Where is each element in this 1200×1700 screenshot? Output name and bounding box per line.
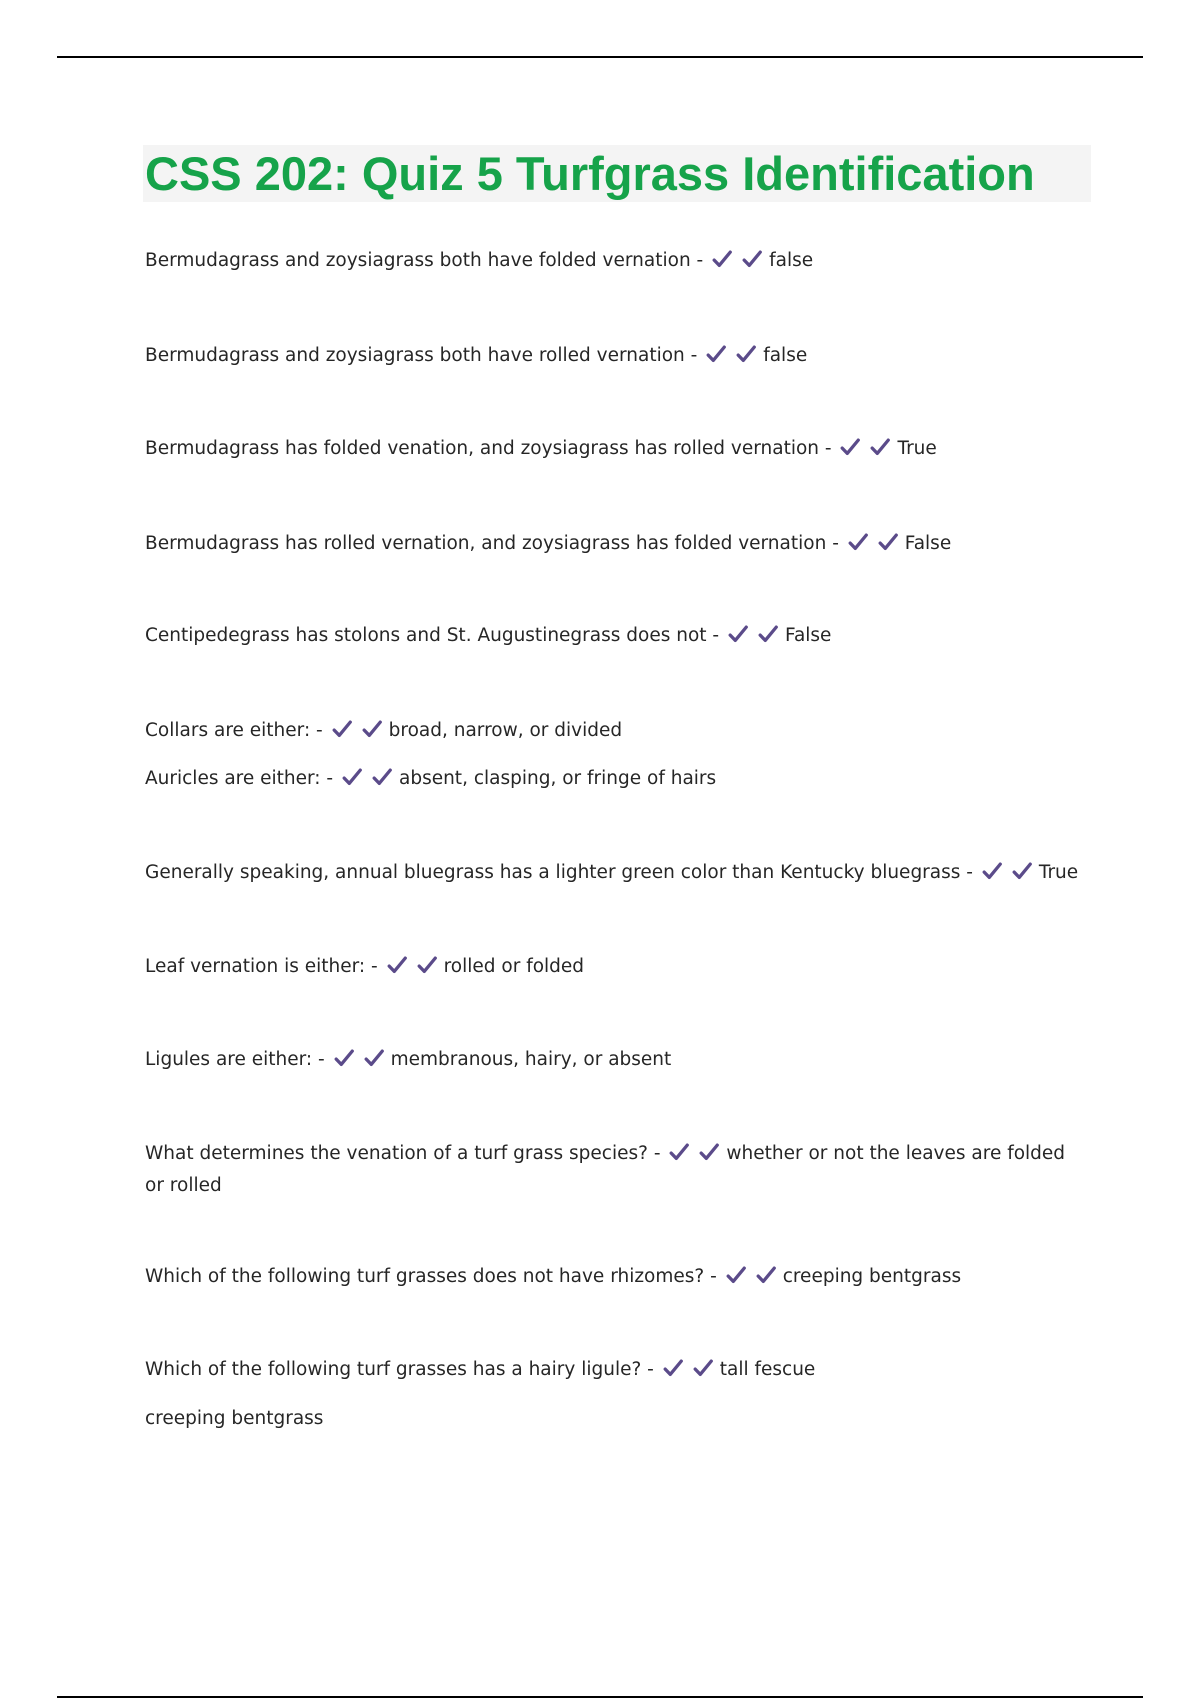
check-icon (757, 623, 779, 645)
page-title: CSS 202: Quiz 5 Turfgrass Identification (145, 147, 1035, 200)
check-icon (981, 860, 1003, 882)
check-marks (333, 1047, 389, 1078)
answer-text: creeping bentgrass (782, 1266, 962, 1287)
check-marks (705, 343, 761, 374)
check-icon (333, 1047, 355, 1069)
qa-item (145, 622, 831, 654)
trailing-text: creeping bentgrass (145, 1408, 324, 1429)
qa-item (145, 1263, 961, 1295)
check-icon (839, 436, 861, 458)
qa-item (145, 342, 807, 374)
qa-item (145, 1356, 815, 1388)
check-marks (727, 623, 783, 654)
check-marks (331, 718, 387, 749)
check-icon (847, 531, 869, 553)
question-text: Generally speaking, annual bluegrass has a lighter green color than Kentucky bluegrass - (145, 862, 973, 883)
check-icon (869, 436, 891, 458)
answer-text: tall fescue (719, 1359, 816, 1380)
check-marks (668, 1141, 724, 1172)
answer-text: absent, clasping, or fringe of hairs (398, 768, 717, 789)
qa-item (145, 435, 937, 467)
check-icon (711, 248, 733, 270)
qa-item (145, 765, 716, 797)
bottom-rule (57, 1696, 1143, 1698)
check-icon (361, 718, 383, 740)
qa-item (145, 1046, 671, 1078)
check-marks (725, 1264, 781, 1295)
check-icon (725, 1264, 747, 1286)
check-icon (662, 1357, 684, 1379)
top-rule (57, 56, 1143, 58)
check-icon (741, 248, 763, 270)
answer-text: false (769, 250, 814, 271)
check-icon (386, 954, 408, 976)
qa-item (145, 717, 622, 749)
check-marks (341, 766, 397, 797)
answer-text: whether or not the leaves are folded or rolled (145, 1143, 1066, 1196)
check-icon (735, 343, 757, 365)
check-marks (981, 860, 1037, 891)
question-text: Ligules are either: - (145, 1049, 325, 1070)
qa-item (145, 530, 951, 562)
check-icon (692, 1357, 714, 1379)
question-text: Centipedegrass has stolons and St. Augustinegrass does not - (145, 625, 720, 646)
answer-text: false (763, 345, 808, 366)
check-marks (386, 954, 442, 985)
check-icon (877, 531, 899, 553)
check-marks (711, 248, 767, 279)
question-text: What determines the venation of a turf grass species? - (145, 1143, 661, 1164)
qa-item (145, 247, 813, 279)
answer-text: False (904, 533, 952, 554)
check-marks (839, 436, 895, 467)
check-icon (698, 1141, 720, 1163)
question-text: Bermudagrass has rolled vernation, and zoysiagrass has folded vernation - (145, 533, 839, 554)
question-text: Bermudagrass and zoysiagrass both have folded vernation - (145, 250, 704, 271)
qa-item (145, 1140, 1075, 1200)
check-marks (662, 1357, 718, 1388)
question-text: Bermudagrass and zoysiagrass both have rolled vernation - (145, 345, 698, 366)
check-icon (668, 1141, 690, 1163)
check-icon (755, 1264, 777, 1286)
question-text: Leaf vernation is either: - (145, 956, 378, 977)
check-icon (341, 766, 363, 788)
answer-text: False (785, 625, 832, 646)
answer-text: membranous, hairy, or absent (390, 1049, 672, 1070)
check-marks (847, 531, 903, 562)
check-icon (1011, 860, 1033, 882)
question-text: Bermudagrass has folded venation, and zoysiagrass has rolled vernation - (145, 438, 832, 459)
question-text: Auricles are either: - (145, 768, 334, 789)
answer-text: True (897, 438, 937, 459)
answer-text: broad, narrow, or divided (388, 720, 623, 741)
check-icon (371, 766, 393, 788)
qa-item (145, 953, 584, 985)
question-text: Collars are either: - (145, 720, 323, 741)
check-icon (331, 718, 353, 740)
answer-text: True (1038, 862, 1079, 883)
qa-item (145, 859, 1078, 891)
check-icon (416, 954, 438, 976)
question-text: Which of the following turf grasses does not have rhizomes? - (145, 1266, 717, 1287)
question-text: Which of the following turf grasses has a hairy ligule? - (145, 1359, 654, 1380)
check-icon (727, 623, 749, 645)
check-icon (363, 1047, 385, 1069)
answer-text: rolled or folded (443, 956, 585, 977)
check-icon (705, 343, 727, 365)
